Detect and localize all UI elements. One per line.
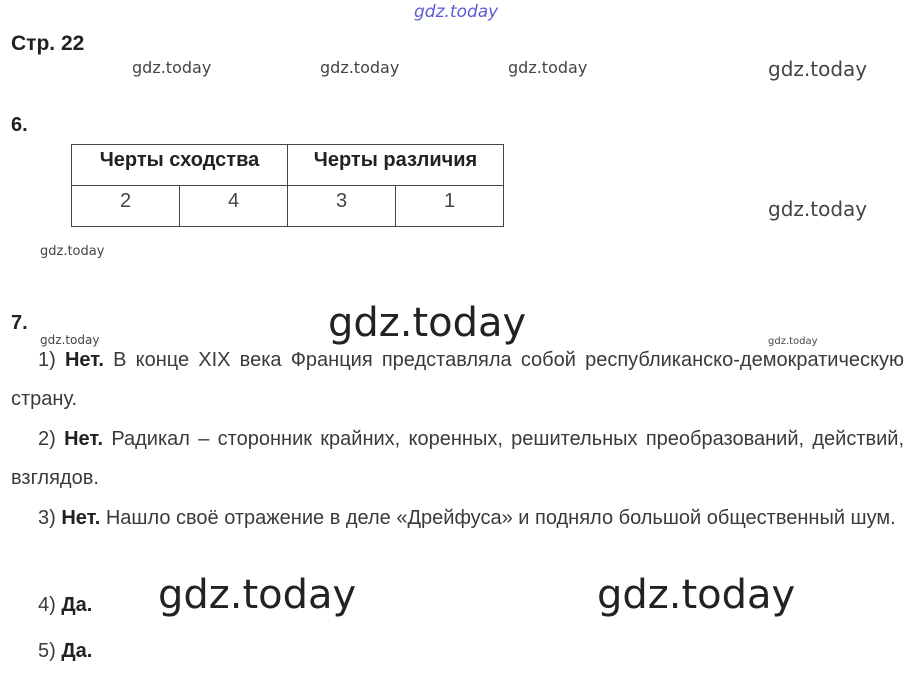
- task-number: 7.: [11, 312, 28, 334]
- watermark-large: gdz.today: [158, 572, 357, 618]
- answer-text: Нашло своё отражение в деле «Дрейфуса» и подняло большой общественный шум.: [105, 507, 896, 529]
- watermark: gdz.today: [40, 244, 105, 259]
- watermark: gdz.today: [768, 336, 818, 347]
- answer-number: 2): [38, 428, 56, 450]
- answer-verdict: Да.: [61, 594, 93, 616]
- table-cell: 2: [72, 186, 180, 227]
- answer-item: [11, 420, 904, 498]
- answer-number: 4): [38, 594, 56, 616]
- watermark-top: gdz.today: [414, 2, 499, 22]
- watermark-large: gdz.today: [328, 300, 527, 346]
- task-number: 6.: [11, 114, 28, 136]
- answer-text: В конце XIX века Франция представляла собой республиканско-демократическую страну.: [11, 349, 904, 410]
- watermark: gdz.today: [132, 58, 212, 77]
- answer-item: [11, 341, 904, 419]
- column-header-similarities: Черты сходства: [72, 145, 288, 186]
- answer-item: [38, 594, 92, 617]
- watermark: gdz.today: [40, 333, 100, 347]
- watermark: gdz.today: [320, 58, 400, 77]
- watermark: gdz.today: [768, 57, 868, 81]
- answer-number: 3): [38, 507, 56, 529]
- table-cell: 4: [180, 186, 288, 227]
- answer-number: 1): [38, 349, 56, 371]
- table-row: [72, 186, 504, 227]
- answer-verdict: Да.: [61, 640, 93, 662]
- answer-table: [71, 144, 504, 227]
- answer-verdict: Нет.: [64, 428, 104, 450]
- watermark-large: gdz.today: [597, 572, 796, 618]
- watermark: gdz.today: [768, 197, 868, 221]
- answer-text: Радикал – сторонник крайних, коренных, решительных преобразований, действий, взглядов.: [11, 428, 905, 489]
- answer-verdict: Нет.: [64, 349, 104, 371]
- answer-verdict: Нет.: [61, 507, 101, 529]
- answer-number: 5): [38, 640, 56, 662]
- column-header-differences: Черты различия: [288, 145, 504, 186]
- table-cell: 3: [288, 186, 396, 227]
- table-header-row: [72, 145, 504, 186]
- answer-item: [38, 640, 92, 663]
- answer-item: [11, 499, 904, 538]
- table-cell: 1: [396, 186, 504, 227]
- page-number: Стр. 22: [11, 32, 85, 55]
- watermark: gdz.today: [508, 58, 588, 77]
